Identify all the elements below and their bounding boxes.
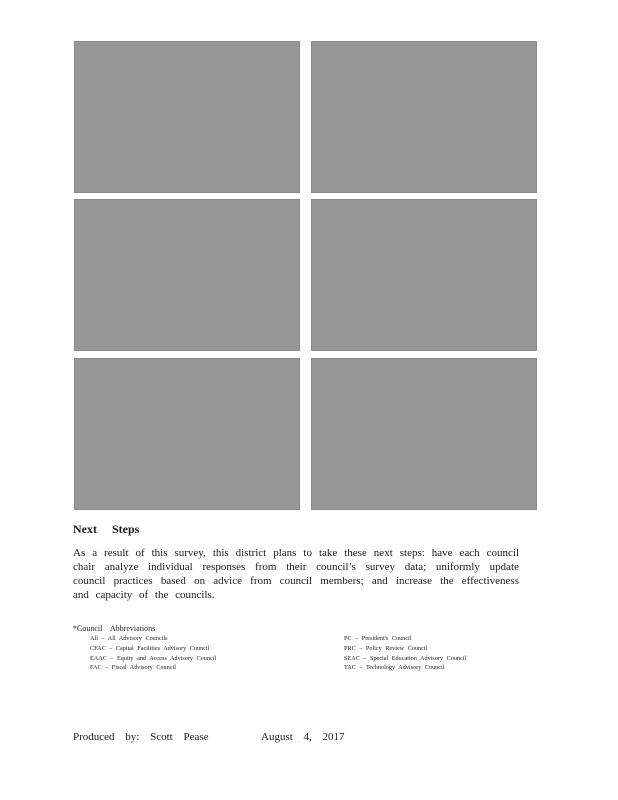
next-steps-body: As a result of this survey, this district plans to take these next steps: have each council chair analyze individual responses from their council’s survey data; uniformly update council practices based on advice from council members; and increase the effectiveness and capacity of the councils. (73, 547, 519, 601)
abbreviations-right-column (344, 634, 466, 673)
abbreviation-item: All – All Advisory Councils (90, 635, 168, 642)
abbreviation-item: PC – President's Council (344, 635, 412, 642)
abbreviation-item: EAAC – Equity and Access Advisory Council (90, 654, 217, 662)
abbreviation-item: TAC – Technology Advisory Council (344, 664, 445, 672)
next-steps-heading: Next Steps (73, 522, 140, 536)
image-placeholder-4 (311, 199, 537, 351)
image-placeholder-1 (74, 41, 300, 193)
image-placeholder-3 (74, 199, 300, 351)
abbreviation-item: PRC – Policy Review Council (344, 644, 428, 652)
image-placeholder-5 (74, 358, 300, 510)
abbreviations-left-column (90, 634, 216, 673)
document-date: August 4, 2017 (261, 731, 345, 743)
abbreviation-item: SEAC – Special Education Advisory Council (344, 654, 467, 662)
abbreviation-item: CFAC – Capital Facilities Advisory Council (90, 644, 210, 652)
image-placeholder-6 (311, 358, 537, 510)
abbreviation-item: FAC – Fiscal Advisory Council (90, 664, 176, 672)
image-placeholder-2 (311, 41, 537, 193)
abbreviations-title: *Council Abbreviations (73, 624, 156, 633)
produced-by: Produced by: Scott Pease (73, 731, 209, 743)
